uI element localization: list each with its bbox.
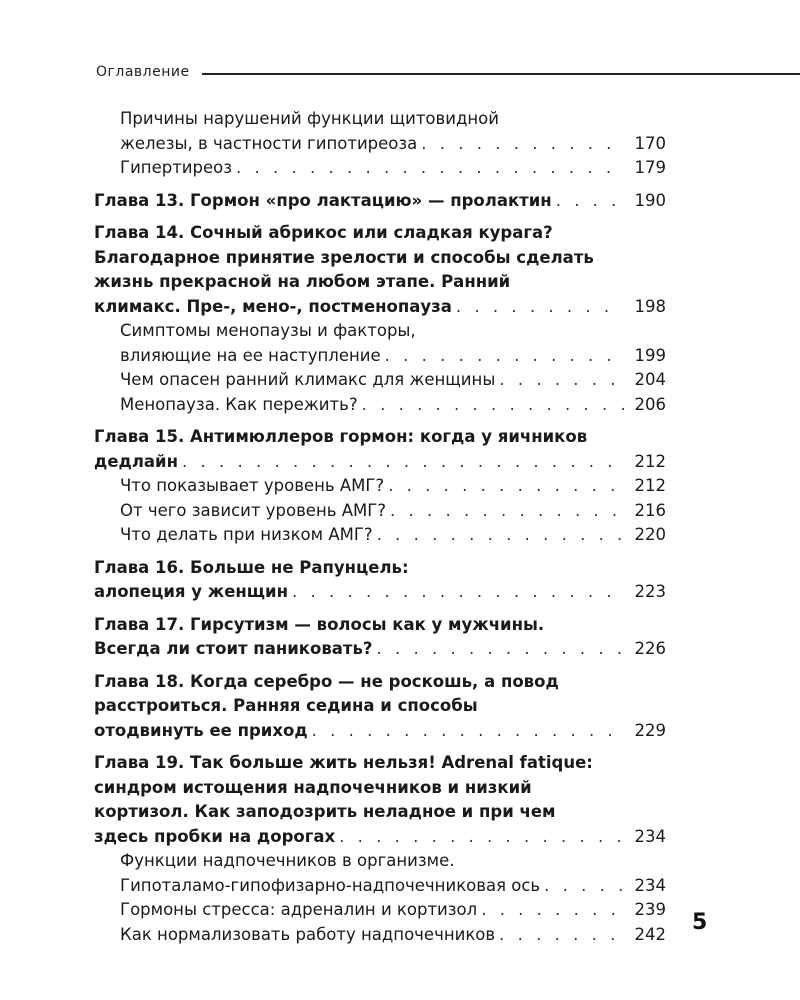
entry-title-line: Благодарное принятие зрелости и способы сделать (94, 247, 594, 267)
entry-page-number: 170 (634, 133, 666, 153)
entry-leader-line (94, 295, 666, 320)
entry-page-number: 226 (634, 639, 666, 658)
dot-leader (292, 580, 624, 605)
toc-chapter-entry (94, 189, 666, 214)
entry-page-number: 206 (634, 394, 666, 414)
entry-title-line: синдром истощения надпочечников и низкий (94, 777, 532, 797)
dot-leader (377, 523, 624, 548)
entry-leader-line (94, 450, 666, 475)
dot-leader (236, 156, 624, 181)
toc-section-entry (94, 319, 666, 368)
dot-leader (390, 499, 624, 524)
dot-leader (312, 719, 624, 744)
entry-title-line: Причины нарушений функции щитовидной (120, 109, 499, 128)
entry-leader-line (120, 523, 666, 548)
toc-section-entry (94, 523, 666, 548)
entry-title-line: климакс. Пре-, мено-, постменопауза (94, 296, 452, 316)
entry-title-line: Что показывает уровень АМГ? (120, 476, 385, 495)
dot-leader (481, 898, 624, 923)
entry-page-number: 223 (634, 582, 666, 601)
entry-leader-line (94, 637, 666, 662)
entry-page-number: 212 (634, 476, 666, 495)
toc-section-entry (94, 156, 666, 181)
entry-leader-line (120, 393, 666, 418)
entry-leader-line (120, 156, 666, 181)
toc-section-entry (94, 849, 666, 898)
toc-section-entry (94, 499, 666, 524)
entry-title-line: Глава 17. Гирсутизм — волосы как у мужчины. (94, 614, 545, 634)
dot-leader (456, 295, 624, 320)
entry-title-line: Как нормализовать работу надпочечников (120, 924, 496, 944)
entry-title-line: От чего зависит уровень АМГ? (120, 500, 387, 520)
dot-leader (499, 368, 624, 393)
entry-page-number: 220 (634, 525, 666, 544)
entry-leader-line (120, 368, 666, 393)
entry-title-line: влияющие на ее наступление (120, 345, 381, 365)
toc-section-entry (94, 107, 666, 156)
toc-section-entry (94, 368, 666, 393)
entry-leader-line (120, 474, 666, 499)
toc-chapter-entry (94, 613, 666, 662)
entry-page-number: 212 (634, 451, 666, 471)
entry-title-line: Что делать при низком АМГ? (120, 525, 373, 544)
dot-leader (362, 393, 624, 418)
entry-title-line: Симптомы менопаузы и факторы, (120, 321, 416, 340)
entry-title-line: Всегда ли стоит паниковать? (94, 639, 373, 658)
entry-title-line: жизнь прекрасной на любом этапе. Ранний (94, 272, 511, 291)
entry-title-line: Глава 14. Сочный абрикос или сладкая курага? (94, 223, 553, 242)
dot-leader (421, 132, 624, 157)
toc-chapter-entry (94, 221, 666, 319)
table-of-contents (94, 107, 666, 947)
toc-section-entry (94, 474, 666, 499)
entry-title-line: Функции надпочечников в организме. (120, 851, 455, 870)
entry-title-line: Менопауза. Как пережить? (120, 394, 358, 414)
entry-title-line: Глава 13. Гормон «про лактацию» — пролактин (94, 190, 552, 210)
entry-leader-line (94, 719, 666, 744)
entry-title-line: Глава 16. Больше не Рапунцель: (94, 557, 409, 577)
entry-page-number: 199 (634, 345, 666, 365)
entry-title-line: Глава 18. Когда серебро — не роскошь, а повод (94, 671, 559, 691)
toc-section-entry (94, 923, 666, 948)
running-header (96, 64, 800, 80)
toc-chapter-entry (94, 670, 666, 744)
entry-title-line: дедлайн (94, 451, 179, 471)
entry-leader-line (120, 344, 666, 369)
entry-title-line: кортизол. Как заподозрить неладное и при чем (94, 802, 556, 821)
entry-title-line: Глава 19. Так больше жить нельзя! Adrenal fatique: (94, 753, 593, 772)
entry-title-line: Глава 15. Антимюллеров гормон: когда у яичников (94, 427, 588, 446)
entry-leader-line (120, 499, 666, 524)
entry-page-number: 198 (634, 296, 666, 316)
entry-leader-line (120, 898, 666, 923)
page-number: 5 (692, 910, 708, 935)
entry-leader-line (94, 580, 666, 605)
entry-page-number: 179 (634, 158, 666, 177)
entry-title-line: железы, в частности гипотиреоза (120, 133, 418, 153)
entry-leader-line (120, 874, 666, 899)
dot-leader (377, 637, 625, 662)
toc-section-entry (94, 898, 666, 923)
entry-page-number: 234 (634, 875, 666, 895)
dot-leader (385, 344, 624, 369)
entry-title-line: отодвинуть ее приход (94, 720, 308, 740)
entry-page-number: 216 (634, 500, 666, 520)
entry-page-number: 204 (634, 370, 666, 389)
entry-leader-line (94, 189, 666, 214)
entry-title-line: Гипоталамо-гипофизарно-надпочечниковая ось (120, 875, 541, 895)
entry-title-line: Гипертиреоз (120, 158, 233, 177)
entry-title-line: расстроиться. Ранняя седина и способы (94, 696, 478, 715)
toc-chapter-entry (94, 556, 666, 605)
entry-page-number: 234 (634, 826, 666, 846)
entry-leader-line (94, 825, 666, 850)
dot-leader (388, 474, 624, 499)
entry-title-line: Гормоны стресса: адреналин и кортизол (120, 900, 478, 919)
dot-leader (556, 189, 624, 214)
entry-title-line: Чем опасен ранний климакс для женщины (120, 370, 496, 389)
dot-leader (182, 450, 624, 475)
toc-chapter-entry (94, 751, 666, 849)
dot-leader (499, 923, 624, 948)
toc-section-entry (94, 393, 666, 418)
entry-leader-line (120, 923, 666, 948)
header-rule (202, 73, 800, 75)
entry-page-number: 242 (634, 924, 666, 944)
entry-page-number: 239 (634, 900, 666, 919)
entry-title-line: здесь пробки на дорогах (94, 826, 336, 846)
dot-leader (544, 874, 624, 899)
entry-page-number: 190 (634, 190, 666, 210)
entry-title-line: алопеция у женщин (94, 582, 288, 601)
toc-chapter-entry (94, 425, 666, 474)
entry-leader-line (120, 132, 666, 157)
entry-page-number: 229 (634, 720, 666, 740)
dot-leader (339, 825, 624, 850)
header-title: Оглавление (96, 64, 190, 80)
